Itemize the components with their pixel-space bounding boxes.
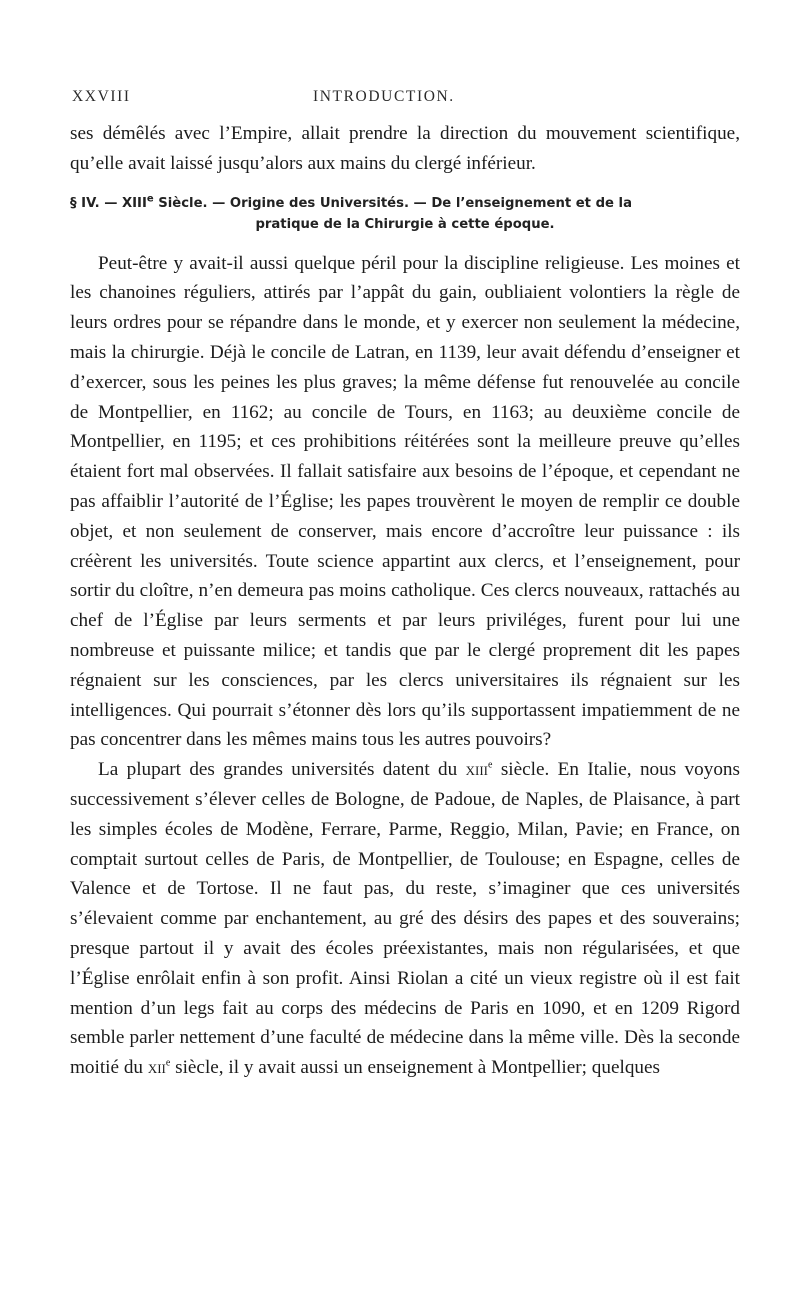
section-heading: [70, 193, 740, 235]
paragraph-text: La plupart des grandes universités datent du: [98, 759, 466, 781]
paragraph-universities: [70, 755, 740, 1083]
section-heading-line-2: pratique de la Chirurgie à cette époque.: [255, 216, 555, 232]
paragraph-religious-discipline: Peut-être y avait-il aussi quelque péril pour la discipline religieuse. Les moines et les chanoines réguliers, attirés par l’appât du gain, oubliaient volontiers la règle de leurs ordres pour se répandre dans le monde, et y exercer non seulement la médecine, mais la chirurgie. Déjà le concile de Latran, en 1139, leur avait défendu d’enseigner et d’exercer, sous les peines les plus graves; la même défense fut renouvelée au concile de Montpellier, en 1162; au concile de Tours, en 1163; au deuxième concile de Montpellier, en 1195; et ces prohibitions réitérées sont la meilleure preuve qu’elles étaient fort mal observées. Il fallait satisfaire aux besoins de l’époque, et cependant ne pas affaiblir l’autorité de l’Église; les papes trouvèrent le moyen de remplir ce double objet, et non seulement de conserver, mais encore d’accroître leur puissance : ils créèrent les universités. Toute science appartint aux clercs, et l’enseignement, pour sortir du cloître, n’en demeura pas moins catholique. Ces clercs nouveaux, rattachés au chef de l’Église par leurs serments et par leurs priviléges, furent pour lui une nombreuse et puissante milice; et tandis que par le clergé proprement dit les papes régnaient sur les consciences, par les clercs universitaires ils régnaient sur les intelligences. Qui pourrait s’étonner dès lors qu’ils supportassent impatiemment de ne pas concentrer dans les mêmes mains tous les autres pouvoirs?: [70, 252, 740, 751]
body-text: [70, 119, 740, 1083]
paragraph-continuation: ses démêlés avec l’Empire, allait prendre la direction du mouvement scientifique, qu’elle avait laissé jusqu’alors aux mains du clergé inférieur.: [70, 123, 740, 174]
century-superscript: e: [146, 193, 154, 205]
century-superscript: e: [165, 1057, 171, 1069]
century-numeral: xii: [147, 1057, 166, 1079]
running-title: INTRODUCTION.: [313, 88, 455, 105]
century-superscript: e: [488, 759, 493, 771]
paragraph-text: siècle, il y avait aussi un enseignement à Montpellier; quelques: [170, 1057, 660, 1079]
running-head: [70, 88, 740, 110]
paragraph-text: siècle. En Italie, nous voyons successivement s’élever celles de Bologne, de Padoue, de Naples, de Plaisance, à part les simples écoles de Modène, Ferrare, Parme, Reggio, Milan, Pavie; en France, on comptait surtout celles de Paris, de Montpellier, de Toulouse; en Espagne, celles de Valence et de Tortose. Il ne faut pas, du reste, s’imaginer que ces universités s’élevaient comme par enchantement, au gré des désirs des papes et des souverains; presque partout il y avait des écoles préexistantes, mais non régularisées, et que l’Église enrôlait enfin à son profit. Ainsi Riolan a cité un vieux registre où il est fait mention d’un legs fait au corps des médecins de Paris en 1090, et en 1209 Rigord semble parler nettement d’une faculté de médecine dans la même ville. Dès la seconde moitié du: [70, 759, 740, 1079]
section-heading-prefix: § IV. — XIII: [70, 195, 147, 211]
page-number: XXVIII: [72, 88, 131, 105]
section-heading-line-1: [70, 193, 740, 214]
section-heading-title: Siècle. — Origine des Universités. — De l’enseignement et de la: [153, 195, 632, 211]
century-numeral: xiii: [465, 759, 489, 781]
book-page: [70, 0, 740, 1295]
